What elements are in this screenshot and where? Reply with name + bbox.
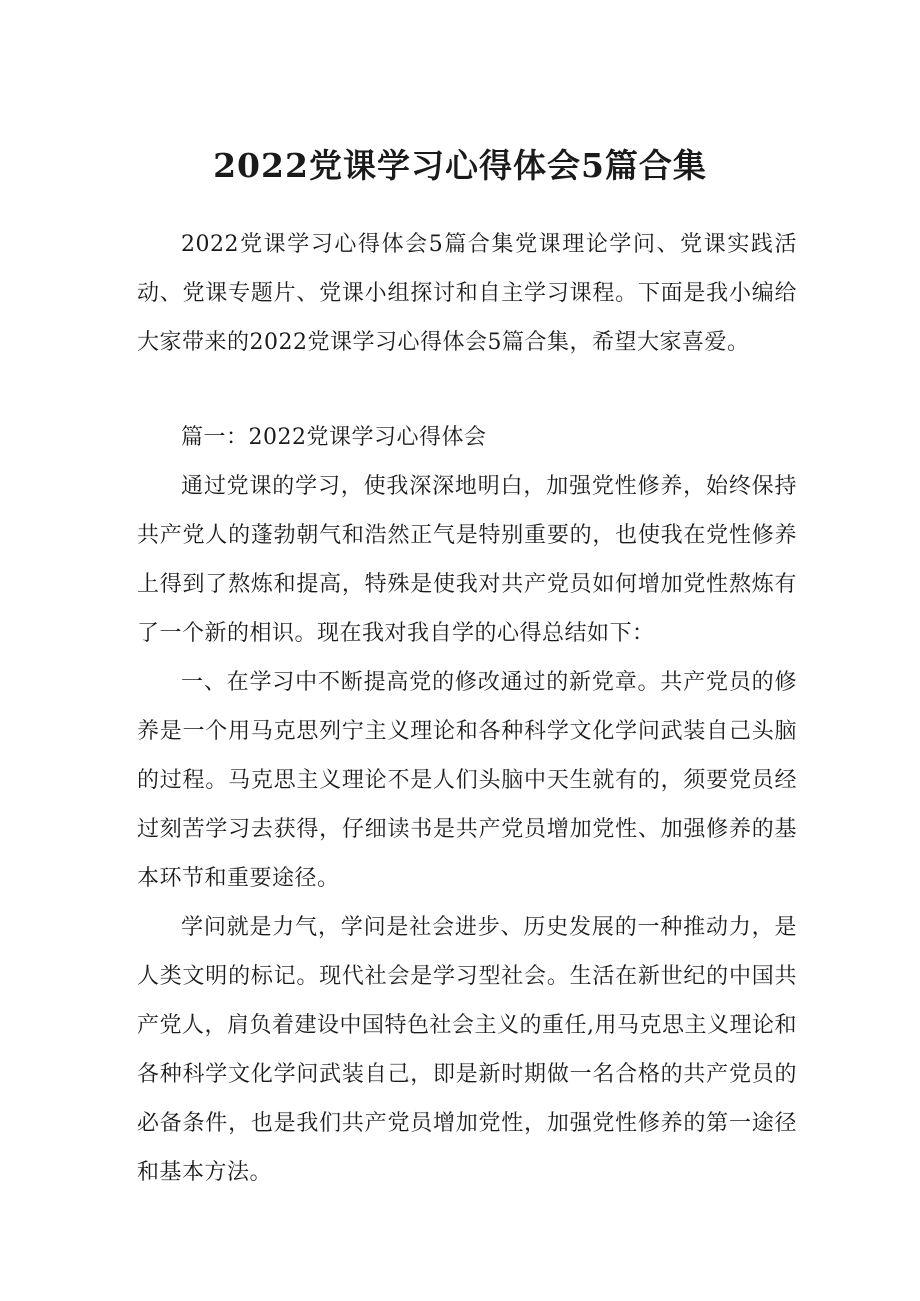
- intro-paragraph: 2022党课学习心得体会5篇合集党课理论学问、党课实践活动、党课专题片、党课小组探讨和自主学习课程。下面是我小编给大家带来的2022党课学习心得体会5篇合集，希望大家喜爱。: [137, 232, 797, 355]
- document-title: 2022党课学习心得体会5篇合集: [213, 146, 707, 185]
- section-heading: 篇一：2022党课学习心得体会: [181, 425, 487, 450]
- body-paragraph: 学问就是力气，学问是社会进步、历史发展的一种推动力，是人类文明的标记。现代社会是学习型社会。生活在新世纪的中国共产党人，肩负着建设中国特色社会主义的重任,用马克思主义理论和各种科学文化学问武装自己，即是新时期做一名合格的共产党员的必备条件，也是我们共产党员增加党性，加强党性修养的第一途径和基本方法。: [137, 915, 797, 1185]
- body-paragraph: 一、在学习中不断提高党的修改通过的新党章。共产党员的修养是一个用马克思列宁主义理论和各种科学文化学问武装自己头脑的过程。马克思主义理论不是人们头脑中天生就有的，须要党员经过刻苦学习去获得，仔细读书是共产党员增加党性、加强修养的基本环节和重要途径。: [137, 670, 797, 891]
- body-paragraph: 通过党课的学习，使我深深地明白，加强党性修养，始终保持共产党人的蓬勃朝气和浩然正气是特别重要的，也使我在党性修养上得到了熬炼和提高，特殊是使我对共产党员如何增加党性熬炼有了一个新的相识。现在我对我自学的心得总结如下：: [137, 474, 797, 646]
